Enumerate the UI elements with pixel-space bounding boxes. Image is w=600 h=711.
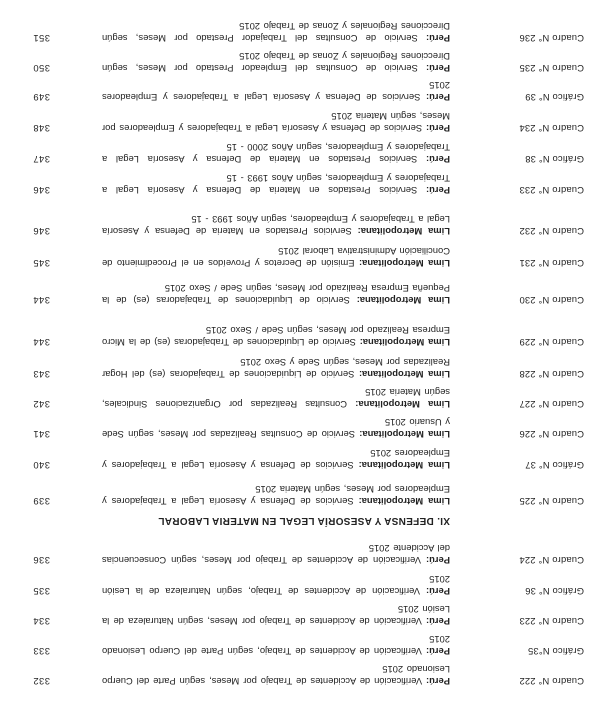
entry-description (102, 173, 450, 196)
entry-page-number: 341 (32, 429, 50, 440)
entry-page-number: 350 (32, 63, 50, 74)
entry-description (102, 574, 450, 597)
entry-description (102, 111, 450, 134)
entry-description (102, 387, 450, 410)
entry-page-number: 334 (32, 616, 50, 627)
entry-label: Cuadro N° 236 (519, 33, 584, 44)
entry-title: Servicios Prestados en Materia de Defensa y Asesoría Legal a Trabajadores y Empleadores, según Años 1993 - 15 (102, 173, 450, 196)
entry-region: Perú: (426, 646, 450, 657)
entry-page-number: 343 (32, 369, 50, 380)
entry-title: Verificación de Accidentes de Trabajo por Meses, según Parte del Cuerpo Lesionado 2015 (102, 664, 450, 687)
entry-label: Cuadro N° 223 (519, 616, 584, 627)
entry-title: Verificación de Accidentes de Trabajo, según Parte del Cuerpo Lesionado 2015 (102, 634, 450, 657)
entry-description (102, 21, 450, 44)
entry-region: Lima Metropolitana: (356, 295, 450, 306)
entry-page-number: 340 (32, 460, 50, 471)
entry-region: Lima Metropolitana: (355, 399, 450, 410)
entry-title: Servicio de Consultas del Empleador Prestado por Meses, según Direcciones Regionales y Zonas de Trabajo 2015 (102, 51, 450, 74)
entry-title: Servicio de Consultas Realizadas por Meses, según Sede y Usuario 2015 (101, 417, 450, 440)
entry-page-number: 351 (32, 33, 50, 44)
entry-description (102, 283, 450, 306)
entry-title: Servicios de Defensa y Asesoría Legal a Trabajadores y Empleadores 2015 (102, 448, 450, 471)
entry-label: Gráfico N° 38 (525, 154, 584, 165)
entry-page-number: 346 (32, 185, 50, 196)
entry-description (102, 417, 450, 440)
entry-label: Cuadro N° 224 (519, 555, 584, 566)
section-title: XI. DEFENSA Y ASESORÍA LEGAL EN MATERIA LABORAL (158, 515, 450, 526)
entry-region: Lima Metropolitana: (358, 496, 450, 507)
entry-label: Cuadro N° 222 (519, 676, 584, 687)
entry-description (102, 604, 450, 627)
entry-page-number: 335 (32, 586, 50, 597)
entry-region: Perú: (426, 123, 450, 134)
entry-description (102, 80, 450, 103)
entry-label: Cuadro N° 227 (519, 399, 584, 410)
entry-description (102, 634, 450, 657)
entry-region: Perú: (426, 676, 450, 687)
entry-label: Gráfico N° 39 (525, 92, 584, 103)
entry-title: Consultas Realizadas por Organizaciones Sindicales, según Materia 2015 (102, 387, 450, 410)
entry-label: Gráfico N°35 (527, 646, 584, 657)
entry-title: Servicio de Liquidaciones de Trabajadoras (es) de la Pequeña Empresa Realizado por Meses, según Sede / Sexo 2015 (101, 283, 450, 306)
entry-region: Perú: (426, 586, 450, 597)
entry-page-number: 346 (32, 226, 50, 237)
entry-region: Lima Metropolitana: (357, 226, 450, 237)
entry-description (102, 246, 450, 269)
entry-region: Lima Metropolitana: (359, 337, 450, 348)
entry-label: Cuadro N° 225 (519, 496, 584, 507)
entry-page-number: 344 (32, 295, 50, 306)
entry-region: Lima Metropolitana: (358, 460, 450, 471)
entry-description (102, 142, 450, 165)
entry-label: Cuadro N° 233 (519, 185, 584, 196)
entry-title: Verificación de Accidentes de Trabajo por Meses, según Naturaleza de la Lesión 2015 (101, 604, 450, 627)
entry-title: Verificación de Accidentes de Trabajo, según Naturaleza de la Lesión 2015 (102, 574, 450, 597)
entry-title: Servicio de Liquidaciones de Trabajadoras (es) de la Micro Empresa Realizado por Meses, según Sede / Sexo 2015 (102, 325, 450, 348)
entry-label: Cuadro N° 232 (519, 226, 584, 237)
entry-description (102, 357, 450, 380)
entry-region: Lima Metropolitana: (359, 429, 450, 440)
entry-label: Cuadro N° 228 (519, 369, 584, 380)
entry-region: Perú: (426, 616, 450, 627)
entry-title: Emisión de Decretos y Proveídos en el Procedimiento de Conciliación Administrativa Laboral 2015 (102, 246, 450, 269)
entry-description (102, 448, 450, 471)
entry-label: Cuadro N° 231 (519, 258, 584, 269)
entry-description (102, 484, 450, 507)
entry-description (102, 51, 450, 74)
entry-label: Cuadro N° 235 (519, 63, 584, 74)
entry-label: Gráfico N° 37 (525, 460, 584, 471)
entry-region: Perú: (426, 92, 450, 103)
entry-region: Perú: (426, 555, 450, 566)
entry-label: Cuadro N° 230 (519, 295, 584, 306)
entry-description (102, 664, 450, 687)
entry-page-number: 332 (32, 676, 50, 687)
entry-title: Verificación de Accidentes de Trabajo por Meses, según Consecuencias del Accidente 2015 (101, 543, 450, 566)
entry-page-number: 339 (32, 496, 50, 507)
entry-description (102, 214, 450, 237)
entry-page-number: 349 (32, 92, 50, 103)
entry-title: Servicio de Consultas del Trabajador Prestado por Meses, según Direcciones Regionales y Zonas de Trabajo 2015 (101, 21, 450, 44)
entry-page-number: 344 (32, 337, 50, 348)
entry-region: Perú: (426, 33, 450, 44)
entry-page-number: 348 (32, 123, 50, 134)
entry-title: Servicios de Defensa y Asesoría Legal a Trabajadores y Empleadores por Meses, según Materia 2015 (102, 484, 450, 507)
entry-region: Perú: (426, 185, 450, 196)
entry-title: Servicios de Defensa y Asesoría Legal a Trabajadores y Empleadores 2015 (102, 80, 450, 103)
entry-title: Servicios de Defensa y Asesoría Legal a Trabajadores y Empleadores por Meses, según Materia 2015 (102, 111, 450, 134)
entry-page-number: 333 (32, 646, 50, 657)
entry-label: Cuadro N° 229 (519, 337, 584, 348)
entry-title: Servicios Prestados en Materia de Defensa y Asesoría Legal a Trabajadores y Empleadores, según Años 1993 - 15 (102, 214, 450, 237)
entry-description (102, 325, 450, 348)
entry-page-number: 342 (32, 399, 50, 410)
entry-region: Perú: (426, 63, 450, 74)
entry-region: Lima Metropolitana: (359, 258, 450, 269)
entry-region: Lima Metropolitana: (358, 369, 450, 380)
entry-region: Perú: (426, 154, 450, 165)
entry-page-number: 345 (32, 258, 50, 269)
entry-label: Cuadro N° 234 (519, 123, 584, 134)
entry-page-number: 336 (32, 555, 50, 566)
entry-label: Gráfico N° 36 (525, 586, 584, 597)
entry-title: Servicios Prestados en Materia de Defensa y Asesoría Legal a Trabajadores y Empleadores, según Años 2000 - 15 (102, 142, 450, 165)
entry-description (102, 543, 450, 566)
entry-page-number: 347 (32, 154, 50, 165)
entry-title: Servicio de Liquidaciones de Trabajadoras (es) del Hogar Realizadas por Meses, según Sede y Sexo 2015 (102, 357, 450, 380)
entry-label: Cuadro N° 226 (519, 429, 584, 440)
